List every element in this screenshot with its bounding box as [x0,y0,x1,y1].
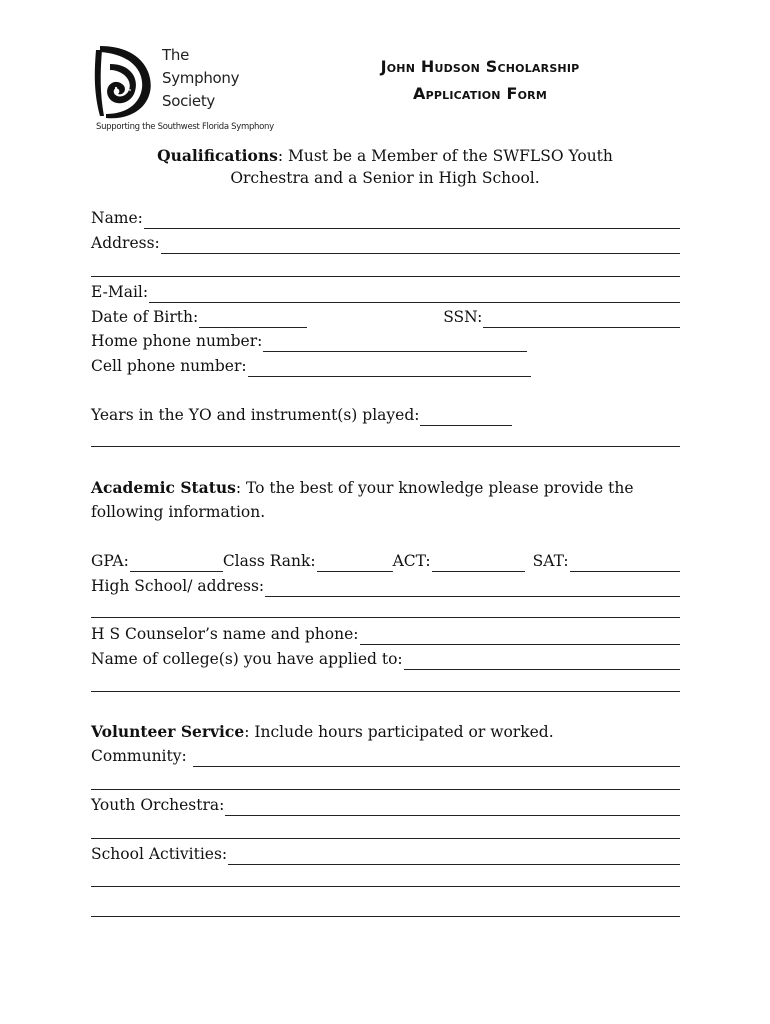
logo-line-1: The [162,46,189,64]
school-activities-input-line[interactable] [228,847,680,865]
academic-status-paragraph [91,476,686,524]
class-rank-label: Class Rank: [222,552,316,570]
home-phone-input-line[interactable] [263,334,527,352]
school-activities-label: School Activities: [91,845,228,863]
email-label: E-Mail: [91,283,149,301]
gpa-input-line[interactable] [130,554,223,572]
sat-input-line[interactable] [570,554,680,572]
dob-ssn-row [91,304,680,328]
counselor-label: H S Counselor’s name and phone: [91,625,359,643]
colleges-label: Name of college(s) you have applied to: [91,650,403,668]
address-continuation-line[interactable] [91,275,680,277]
address-field-row [91,230,680,254]
school-activities-continuation-line-1[interactable] [91,885,680,887]
name-label: Name: [91,209,143,227]
years-yo-input-line[interactable] [420,408,512,426]
colleges-row [91,646,680,670]
cell-phone-input-line[interactable] [248,359,531,377]
form-title-line-2: Application Form [413,84,547,103]
logo-wordmark [162,44,239,113]
sat-label: SAT: [532,552,569,570]
years-yo-continuation-line[interactable] [91,445,680,447]
treble-swirl-icon [92,44,156,122]
years-yo-label: Years in the YO and instrument(s) played: [91,406,420,424]
form-title [280,53,680,107]
symphony-society-logo [92,44,274,136]
school-activities-continuation-line-2[interactable] [91,915,680,917]
youth-orchestra-label: Youth Orchestra: [91,796,225,814]
youth-orchestra-continuation-line[interactable] [91,837,680,839]
act-label: ACT: [392,552,431,570]
name-input-line[interactable] [144,211,680,229]
cell-phone-label: Cell phone number: [91,357,247,375]
qualifications-text: : Must be a Member of the SWFLSO Youth Orchestra and a Senior in High School. [230,147,613,187]
counselor-row [91,621,680,645]
address-input-line[interactable] [161,236,680,254]
community-row [91,743,680,767]
form-title-line-1: John Hudson Scholarship [380,57,580,76]
youth-orchestra-input-line[interactable] [225,798,680,816]
high-school-label: High School/ address: [91,577,265,595]
dob-input-line[interactable] [199,310,307,328]
qualifications-label: Qualifications [157,146,278,165]
colleges-continuation-line[interactable] [91,690,680,692]
act-input-line[interactable] [432,554,525,572]
volunteer-service-paragraph [91,720,686,744]
academic-status-text: : To the best of your knowledge please provide the following information. [91,479,634,521]
youth-orchestra-row [91,792,680,816]
gpa-label: GPA: [91,552,129,570]
community-continuation-line[interactable] [91,788,680,790]
qualifications-statement [120,145,650,189]
home-phone-label: Home phone number: [91,332,263,350]
name-field-row [91,205,680,229]
class-rank-input-line[interactable] [317,554,393,572]
school-activities-row [91,841,680,865]
test-scores-row [91,548,680,572]
high-school-input-line[interactable] [265,579,680,597]
logo-line-3: Society [162,92,216,110]
colleges-input-line[interactable] [404,652,680,670]
email-input-line[interactable] [149,285,680,303]
volunteer-service-text: : Include hours participated or worked. [244,723,554,741]
ssn-input-line[interactable] [483,310,680,328]
dob-label: Date of Birth: [91,308,199,326]
high-school-row [91,573,680,597]
academic-status-label: Academic Status [91,478,236,497]
cell-phone-row [91,353,680,377]
years-yo-row [91,402,680,426]
logo-tagline: Supporting the Southwest Florida Symphony [96,122,274,132]
address-label: Address: [91,234,160,252]
community-label: Community: [91,747,192,765]
logo-line-2: Symphony [162,69,240,87]
community-input-line[interactable] [193,749,680,767]
ssn-label: SSN: [443,308,483,326]
home-phone-row [91,328,680,352]
counselor-input-line[interactable] [360,627,681,645]
high-school-continuation-line[interactable] [91,616,680,618]
volunteer-service-label: Volunteer Service [91,722,245,741]
email-field-row [91,279,680,303]
